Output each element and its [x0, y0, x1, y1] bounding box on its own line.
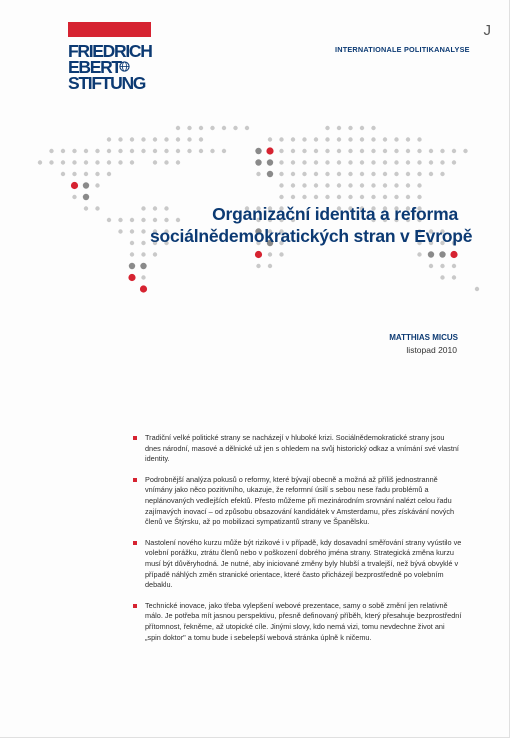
map-dot: [429, 160, 433, 164]
author-name: MATTHIAS MICUS: [389, 333, 458, 342]
map-dot: [107, 137, 111, 141]
map-dot: [118, 229, 122, 233]
map-dot: [291, 183, 295, 187]
map-dot: [49, 160, 53, 164]
map-dot: [72, 160, 76, 164]
map-dot: [417, 149, 421, 153]
map-dot: [325, 195, 329, 199]
document-title: [150, 203, 473, 247]
map-dot: [417, 160, 421, 164]
map-dot: [360, 137, 364, 141]
map-dot: [95, 206, 99, 210]
map-dot: [302, 137, 306, 141]
map-dot: [129, 263, 135, 269]
map-dot: [255, 148, 261, 154]
map-dot: [337, 172, 341, 176]
map-dot: [279, 252, 283, 256]
map-dot: [325, 160, 329, 164]
map-dot: [394, 183, 398, 187]
map-dot: [176, 137, 180, 141]
map-dot: [360, 183, 364, 187]
map-dot: [84, 172, 88, 176]
map-dot: [140, 263, 146, 269]
map-dot: [267, 159, 273, 165]
map-dot: [406, 149, 410, 153]
map-dot: [141, 241, 145, 245]
map-dot: [279, 160, 283, 164]
map-dot: [383, 160, 387, 164]
map-dot: [187, 149, 191, 153]
map-dot: [314, 137, 318, 141]
series-label: INTERNATIONALE POLITIKANALYSE: [335, 45, 470, 54]
map-dot: [450, 251, 457, 258]
map-dot: [429, 172, 433, 176]
map-dot: [95, 160, 99, 164]
map-dot: [279, 195, 283, 199]
map-dot: [141, 206, 145, 210]
map-dot: [268, 252, 272, 256]
map-dot: [279, 183, 283, 187]
summary-item: Tradiční velké politické strany se nacházejí v hluboké krizi. Sociálnědemokratické strany jsou dnes národní, masové a dělnické už jen s ohledem na svůj historický odkaz a vnímání své vlastní identity.: [131, 433, 462, 465]
map-dot: [245, 126, 249, 130]
map-dot: [314, 195, 318, 199]
map-dot: [140, 285, 147, 292]
map-dot: [439, 251, 445, 257]
map-dot: [256, 264, 260, 268]
map-dot: [118, 149, 122, 153]
map-dot: [141, 137, 145, 141]
map-dot: [279, 137, 283, 141]
map-dot: [233, 126, 237, 130]
map-dot: [348, 160, 352, 164]
map-dot: [95, 172, 99, 176]
map-dot: [302, 183, 306, 187]
map-dot: [83, 182, 89, 188]
map-dot: [394, 149, 398, 153]
map-dot: [130, 229, 134, 233]
map-dot: [417, 183, 421, 187]
logo-line-1: FRIEDRICH: [68, 41, 152, 61]
map-dot: [141, 149, 145, 153]
map-dot: [187, 126, 191, 130]
map-dot: [337, 195, 341, 199]
map-dot: [452, 149, 456, 153]
map-dot: [429, 149, 433, 153]
map-dot: [107, 160, 111, 164]
map-dot: [314, 183, 318, 187]
publication-date: listopad 2010: [406, 345, 457, 355]
map-dot: [325, 149, 329, 153]
map-dot: [440, 275, 444, 279]
map-dot: [130, 241, 134, 245]
map-dot: [153, 149, 157, 153]
map-dot: [279, 172, 283, 176]
map-dot: [383, 137, 387, 141]
map-dot: [71, 182, 78, 189]
map-dot: [452, 275, 456, 279]
map-dot: [118, 218, 122, 222]
map-dot: [49, 149, 53, 153]
map-dot: [348, 183, 352, 187]
map-dot: [130, 160, 134, 164]
map-dot: [176, 160, 180, 164]
map-dot: [256, 172, 260, 176]
map-dot: [440, 149, 444, 153]
map-dot: [371, 183, 375, 187]
map-dot: [153, 252, 157, 256]
map-dot: [107, 172, 111, 176]
map-dot: [360, 195, 364, 199]
summary-item: Technické inovace, jako třeba vylepšení webové prezentace, samy o sobě změní jen relativně málo. Je potřeba mít jasnou perspektivu, přesně definovaný příběh, který přesahuje bezprostřední přítomnost, řekněme, až utopické cíle. Jinými slovy, kdo nemá vizi, tomu nevdechne život ani „spin doktor" a tomu bude i sebelepší webová stránka úplně k ničemu.: [131, 601, 462, 643]
map-dot: [302, 195, 306, 199]
logo-line-3: STIFTUNG: [68, 73, 146, 93]
map-dot: [360, 126, 364, 130]
map-dot: [266, 147, 273, 154]
brand-red-bar: [68, 22, 151, 37]
map-dot: [267, 171, 273, 177]
map-dot: [337, 137, 341, 141]
map-dot: [348, 195, 352, 199]
map-dot: [371, 137, 375, 141]
map-dot: [118, 160, 122, 164]
map-dot: [164, 160, 168, 164]
map-dot: [428, 251, 434, 257]
map-dot: [371, 149, 375, 153]
logo-line-2: EBERT: [68, 57, 121, 77]
map-dot: [394, 160, 398, 164]
map-dot: [337, 149, 341, 153]
corner-mark: J: [483, 22, 491, 39]
map-dot: [95, 149, 99, 153]
map-dot: [440, 160, 444, 164]
map-dot: [452, 160, 456, 164]
map-dot: [325, 126, 329, 130]
map-dot: [130, 252, 134, 256]
map-dot: [383, 149, 387, 153]
map-dot: [360, 149, 364, 153]
map-dot: [348, 149, 352, 153]
map-dot: [291, 195, 295, 199]
map-dot: [199, 137, 203, 141]
map-dot: [314, 172, 318, 176]
map-dot: [291, 149, 295, 153]
map-dot: [314, 149, 318, 153]
map-dot: [187, 137, 191, 141]
map-dot: [371, 160, 375, 164]
map-dot: [84, 160, 88, 164]
map-dot: [61, 149, 65, 153]
map-dot: [383, 172, 387, 176]
map-dot: [394, 195, 398, 199]
map-dot: [153, 160, 157, 164]
map-dot: [107, 149, 111, 153]
map-dot: [360, 160, 364, 164]
map-dot: [291, 172, 295, 176]
map-dot: [337, 160, 341, 164]
map-dot: [440, 172, 444, 176]
map-dot: [406, 172, 410, 176]
map-dot: [394, 137, 398, 141]
map-dot: [406, 137, 410, 141]
map-dot: [371, 195, 375, 199]
map-dot: [348, 137, 352, 141]
globe-icon: [119, 61, 130, 72]
map-dot: [72, 172, 76, 176]
map-dot: [325, 137, 329, 141]
map-dot: [210, 126, 214, 130]
map-dot: [429, 264, 433, 268]
map-dot: [406, 195, 410, 199]
map-dot: [164, 149, 168, 153]
map-dot: [128, 274, 135, 281]
map-dot: [83, 194, 89, 200]
map-dot: [199, 126, 203, 130]
map-dot: [141, 229, 145, 233]
map-dot: [337, 126, 341, 130]
map-dot: [141, 218, 145, 222]
title-line-2: sociálnědemokratických stran v Evropě: [150, 226, 473, 246]
map-dot: [176, 126, 180, 130]
map-dot: [325, 172, 329, 176]
map-dot: [291, 160, 295, 164]
map-dot: [255, 251, 262, 258]
map-dot: [38, 160, 42, 164]
map-dot: [417, 172, 421, 176]
map-dot: [153, 137, 157, 141]
map-dot: [84, 206, 88, 210]
map-dot: [417, 195, 421, 199]
map-dot: [141, 275, 145, 279]
summary-list: [131, 433, 462, 653]
map-dot: [130, 149, 134, 153]
map-dot: [141, 252, 145, 256]
map-dot: [383, 183, 387, 187]
map-dot: [72, 195, 76, 199]
map-dot: [84, 149, 88, 153]
map-dot: [199, 149, 203, 153]
map-dot: [452, 264, 456, 268]
map-dot: [406, 160, 410, 164]
map-dot: [475, 287, 479, 291]
map-dot: [268, 137, 272, 141]
map-dot: [371, 172, 375, 176]
map-dot: [210, 149, 214, 153]
map-dot: [371, 126, 375, 130]
map-dot: [164, 137, 168, 141]
map-dot: [360, 172, 364, 176]
map-dot: [268, 264, 272, 268]
map-dot: [302, 149, 306, 153]
map-dot: [72, 149, 76, 153]
map-dot: [417, 137, 421, 141]
map-dot: [406, 183, 410, 187]
map-dot: [255, 159, 261, 165]
map-dot: [394, 172, 398, 176]
map-dot: [61, 160, 65, 164]
map-dot: [130, 218, 134, 222]
map-dot: [176, 149, 180, 153]
summary-item: Podrobnější analýza pokusů o reformy, které bývají obecně a možná až příliš jednostranně vnímány jako něco pozitivního, ukazuje, že reformní úsilí s sebou nese řadu problémů a neplánovaných vedlejších efektů. Přesto můžeme při mezinárodním srovnání nalézt celou řadu zajímavých inovací – od způsobu obsazování kandidátek v Amsterdamu, přes získávání nových členů ve Štýrsku, až po mobilizaci sympatizantů strany ve Španělsku.: [131, 475, 462, 528]
map-dot: [222, 126, 226, 130]
map-dot: [222, 149, 226, 153]
map-dot: [302, 172, 306, 176]
summary-item: Nastolení nového kurzu může být rizikové i v případě, kdy dosavadní směřování strany vyústilo ve volební porážku, ztrátu členů nebo v poškození dobrého jména strany. Strategická změna kurzu musí být důvěryhodná. Je nutné, aby iniciované změny byly hlubší a trvalejší, než bývá obvyklé v případě náhlých změn stranické orientace, které často přicházejí bezprostředně po volebním debaklu.: [131, 538, 462, 591]
map-dot: [463, 149, 467, 153]
map-dot: [291, 137, 295, 141]
map-dot: [417, 252, 421, 256]
map-dot: [61, 172, 65, 176]
map-dot: [337, 183, 341, 187]
map-dot: [348, 172, 352, 176]
map-dot: [325, 183, 329, 187]
map-dot: [348, 126, 352, 130]
map-dot: [130, 137, 134, 141]
map-dot: [302, 160, 306, 164]
map-dot: [279, 149, 283, 153]
map-dot: [118, 137, 122, 141]
map-dot: [440, 264, 444, 268]
map-dot: [383, 195, 387, 199]
map-dot: [314, 160, 318, 164]
map-dot: [95, 183, 99, 187]
map-dot: [107, 218, 111, 222]
fes-logo: [68, 43, 152, 91]
title-line-1: Organizační identita a reforma: [212, 204, 458, 224]
